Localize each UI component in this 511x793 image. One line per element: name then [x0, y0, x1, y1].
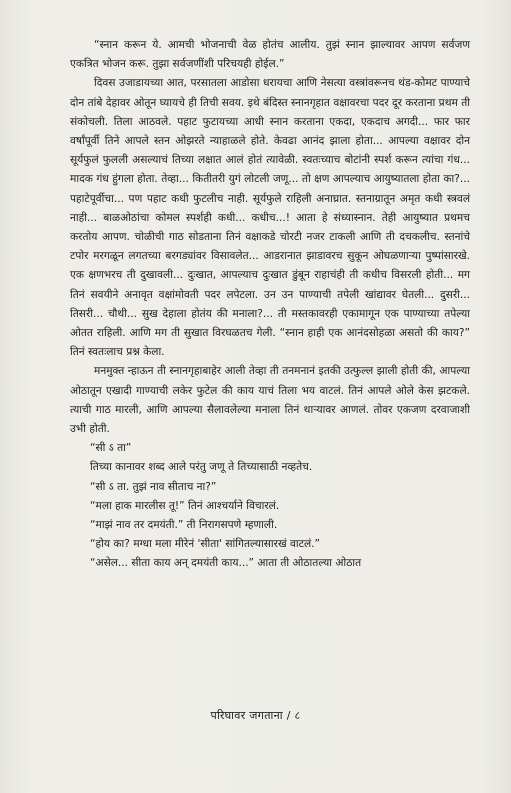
- dialog-line-sita-question: “सी ऽ ता. तुझं नाव सीताच ना?”: [90, 480, 217, 493]
- paragraph-bath-memory: दिवस उजाडायच्या आत, परसातला आडोसा धरायचा आणि नेसत्या वस्त्रांवरूनच थंड-कोमट पाण्याचे दोन तांबे देहावर ओतून घ्यायचे ही तिची सवय. इथे बंदिस्त स्नानगृहात वक्षावरचा पदर दूर करताना प्रथम ती संकोचली. तिला आठवले. पहाट फुटायच्या आधी स्नान करताना एकदा, एकदाच अगदी... फार फार वर्षांपूर्वी तिने आपले स्तन ओझरते न्याहाळले होते. केवढा आनंद झाला होता... आपल्या वक्षावर दोन सूर्यफुलं फुलली असल्याचं तिच्या लक्षात आलं होतं त्यावेळी. स्वतःच्याच बोटांनी स्पर्श करून त्यांचा गंध... मादक गंध हुंगला होता. तेव्हा... कितीतरी युगं लोटली जणू... तो क्षण आपल्याच आयुष्यातला होता का?... पहाटेपूर्वीचा... पण पहाट कधी फुटलीच नाही. सूर्यफुले राहिली अनाघ्रात. स्तनाग्रातून अमृत कधी स्त्रवलं नाही... बाळओठांचा कोमल स्पर्शही कधी... कधीच...! आता हे संध्यास्नान. तेही आयुष्यात प्रथमच करतोय आपण. चोळीची गाठ सोडताना तिनं वक्षाकडे चोरटी नजर टाकली आणि ती दचकलीच. स्तनांचे टपोर मरगळून लगतच्या बरगड्यांवर विसावलेत... आडरानात झाडावरच सुकून ओघळणाऱ्या पुष्पांसारखे. एक क्षणभरच ती दुखावली... दुःखात, आपल्याच दुःखात डुंबून राहाचंही ती कधीच विसरली होती... मग तिनं सवयीने अनावृत वक्षांमोवती पदर लपेटला. उन उन पाण्याची तपेली खांद्यावर घेतली... दुसरी... तिसरी... चौथी... सुख देहाला होतंय की मनाला?... ती मस्तकावरही एकामागून एक पाण्याच्या तपेल्या ओतत राहिली. आणि मग ती सुखात विरघळतच गेली. “स्नान हाही एक आनंदसोहळा असतो की काय?” तिनं स्वतःलाच प्रश्न केला.: [70, 77, 470, 359]
- dialog-line-meera: “होय का? मग्धा मला मीरेनं 'सीता' सांगितल्यासारखं वाटलं.”: [90, 538, 321, 551]
- paragraph-after-bath: मनमुक्त न्हाऊन ती स्नानगृहाबाहेर आली तेव्हा ती तनमनानं इतकी उत्फुल्ल झाली होती की, आपल्या ओठातून एखादी गाण्याची लकेर फुटेल की काय याचं तिला भय वाटलं. तिनं आपले ओले केस झटकले. त्याची गाठ मारली, आणि आपल्या सैलावलेल्या मनाला तिनं थाऱ्यावर आणलं. तोवर एकजण दरवाजाशी उभी होती.: [70, 365, 470, 436]
- dialog-line-narration: तिच्या कानावर शब्द आले परंतु जणू ते तिच्यासाठी नव्हतेच.: [90, 461, 313, 474]
- dialog-line-surprise: “मला हाक मारलीस तू!” तिनं आश्चर्याने विचारलं.: [90, 499, 280, 512]
- page-body-text: [70, 36, 470, 574]
- dialog-line-damayanti: “माझं नाव तर दमयंती.” ती निरागसपणे म्हणाली.: [90, 519, 278, 532]
- dialog-line-closing: “असेल... सीता काय अन् दमयंती काय...” आता ती ओठातल्या ओठात: [90, 557, 362, 570]
- page-footer: परिघावर जगताना / ८: [210, 709, 301, 722]
- dialog-line-sita-call: “सी ऽ ता”: [90, 442, 132, 455]
- paragraph-invitation: “स्नान करून ये. आमची भोजनाची वेळ होतंच आलीय. तुझं स्नान झाल्यावर आपण सर्वजण एकत्रित भोजन करू. तुझा सर्वजणींशी परिचयही होईल.”: [70, 39, 470, 71]
